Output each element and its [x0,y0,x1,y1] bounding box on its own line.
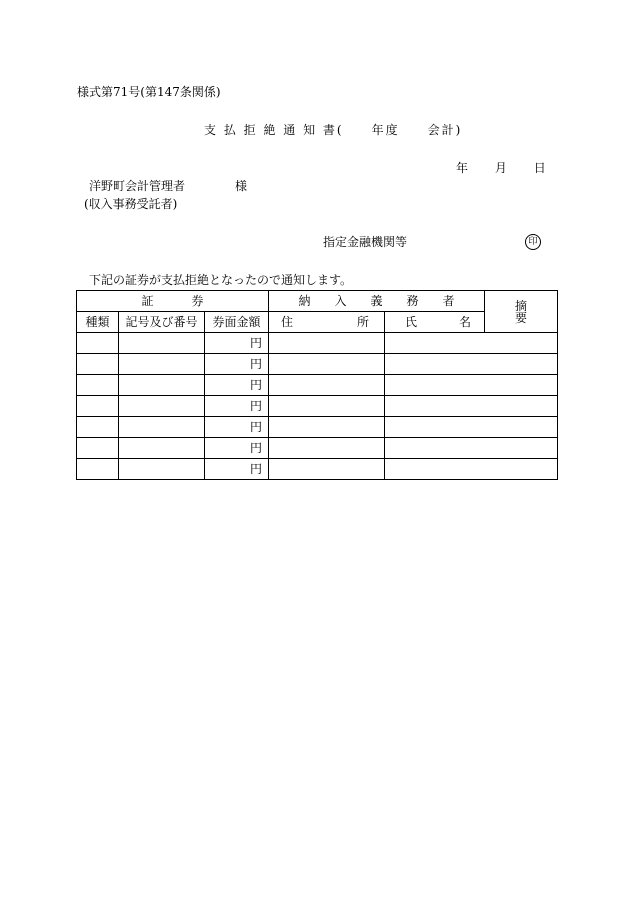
day-label: 日 [533,161,546,175]
currency-unit: 円 [250,399,263,413]
year-label: 年 [456,161,469,175]
cell-amount[interactable] [205,375,269,396]
cell-address[interactable] [269,375,385,396]
cell-name-remarks[interactable] [385,459,558,480]
cell-number[interactable] [119,417,205,438]
cell-number[interactable] [119,438,205,459]
table-row [77,396,558,417]
header-name-left: 氏 [405,315,418,329]
document-title: 支 払 拒 絶 通 知 書( 年度 会計) [204,123,463,137]
cell-name-remarks[interactable] [385,375,558,396]
cell-amount[interactable] [205,459,269,480]
cell-type[interactable] [77,417,119,438]
cell-address[interactable] [269,396,385,417]
cell-type[interactable] [77,396,119,417]
table-row [77,438,558,459]
currency-unit: 円 [250,462,263,476]
header-address-right: 所 [357,315,370,329]
cell-address[interactable] [269,333,385,354]
addressee-name: 洋野町会計管理者 [89,179,186,193]
cell-name-remarks[interactable] [385,396,558,417]
cell-amount[interactable] [205,438,269,459]
cell-number[interactable] [119,333,205,354]
cell-amount[interactable] [205,333,269,354]
header-name [385,312,485,333]
cell-number[interactable] [119,354,205,375]
cell-type[interactable] [77,333,119,354]
table-row [77,333,558,354]
cell-number[interactable] [119,375,205,396]
header-address [269,312,385,333]
form-number: 様式第71号(第147条関係) [77,85,221,99]
table-row [77,417,558,438]
table-row [77,459,558,480]
addressee-honorific: 様 [235,179,248,193]
cell-name-remarks[interactable] [385,417,558,438]
seal-mark: 印 [525,234,541,250]
currency-unit: 円 [250,420,263,434]
currency-unit: 円 [250,336,263,350]
cell-address[interactable] [269,417,385,438]
currency-unit: 円 [250,357,263,371]
header-name-right: 名 [459,315,472,329]
header-securities: 証券 [77,291,269,312]
header-face-value: 券面金額 [205,312,269,333]
cell-amount[interactable] [205,417,269,438]
date-line [456,162,546,174]
cell-type[interactable] [77,438,119,459]
month-label: 月 [494,161,507,175]
cell-type[interactable] [77,375,119,396]
cell-address[interactable] [269,438,385,459]
addressee-subtitle: (収入事務受託者) [84,197,178,211]
cell-name-remarks[interactable] [385,333,558,354]
cell-type[interactable] [77,459,119,480]
table-row [77,354,558,375]
header-symbol-number: 記号及び番号 [119,312,205,333]
currency-unit: 円 [250,441,263,455]
cell-address[interactable] [269,459,385,480]
cell-name-remarks[interactable] [385,354,558,375]
cell-name-remarks[interactable] [385,438,558,459]
table-row [77,375,558,396]
cell-address[interactable] [269,354,385,375]
cell-number[interactable] [119,396,205,417]
header-address-left: 住 [281,315,294,329]
cell-type[interactable] [77,354,119,375]
cell-amount[interactable] [205,396,269,417]
notice-text: 下記の証券が支払拒絶となったので通知します。 [89,273,353,287]
addressee [89,180,247,192]
securities-table [76,290,558,480]
currency-unit: 円 [250,378,263,392]
cell-amount[interactable] [205,354,269,375]
cell-number[interactable] [119,459,205,480]
header-remarks: 摘要 [485,291,558,333]
header-type: 種類 [77,312,119,333]
header-payer: 納入義務者 [269,291,485,312]
bank-label: 指定金融機関等 [323,235,408,249]
